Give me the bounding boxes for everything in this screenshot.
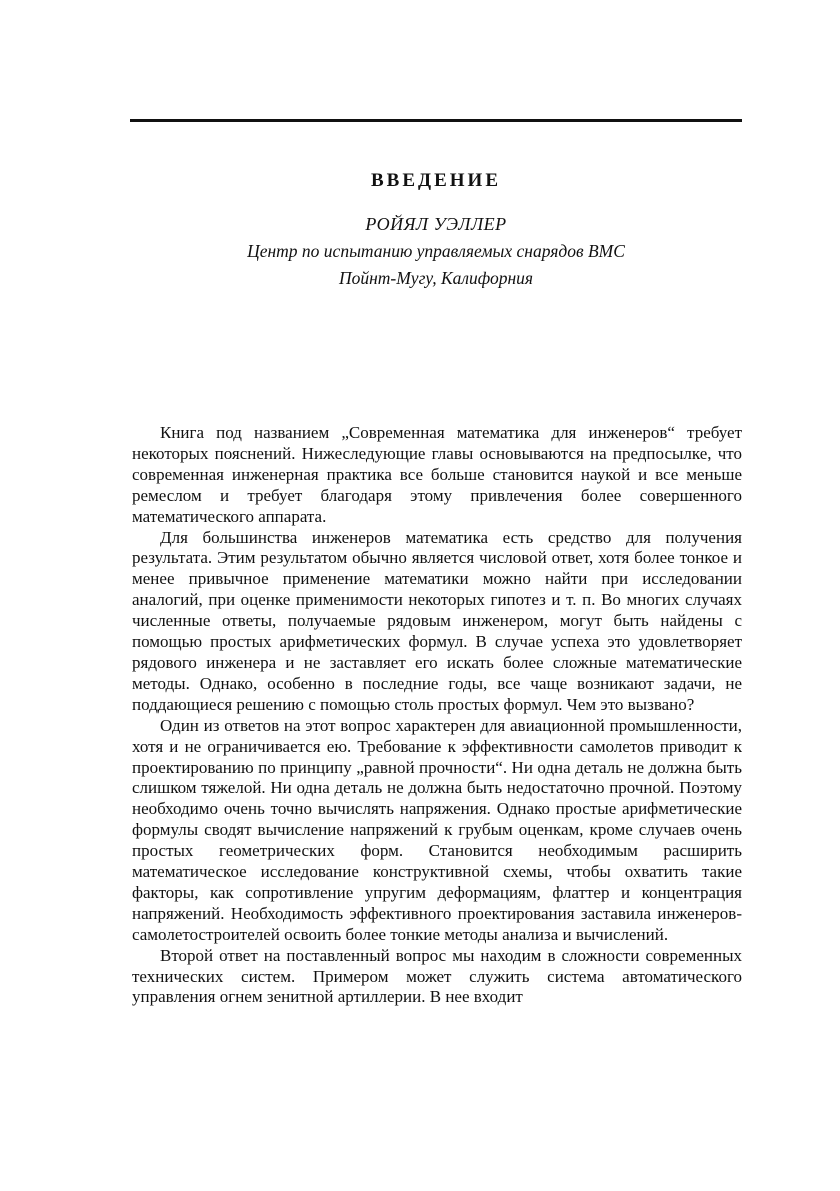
paragraph: Один из ответов на этот вопрос характерен для авиационной промышленности, хотя и не ограничивается ею. Требование к эффективности самолетов приводит к проектированию по принципу „равной прочности“. Ни одна деталь не должна быть слишком тяжелой. Ни одна деталь не должна быть недостаточно прочной. Поэтому необходимо очень точно вычислять напряжения. Однако простые арифметические формулы сводят вычисление напряжений к грубым оценкам, кроме случаев очень простых геометрических форм. Становится необходимым расширить математическое исследование конструктивной схемы, чтобы охватить такие факторы, как сопротивление упругим деформациям, флаттер и концентрация напряжений. Необходимость эффективного проектирования заставила инженеров-самолетостроителей освоить более тонкие методы анализа и вычислений. [132,715,742,944]
chapter-heading [130,160,742,292]
chapter-title: ВВЕДЕНИЕ [371,170,501,191]
body-text [132,423,742,1008]
header-rule [130,119,742,122]
affiliation-line-2: Пойнт-Мугу, Калифорния [338,268,534,288]
affiliation-line-1: Центр по испытанию управляемых снарядов ВМС [247,241,625,261]
paragraph: Второй ответ на поставленный вопрос мы находим в сложности современных технических систем. Примером может служить система автоматического управления огнем зенитной артиллерии. В нее входит [132,945,742,1007]
paragraph: Книга под названием „Современная математика для инженеров“ требует некоторых пояснений. Нижеследующие главы основываются на предпосылке, что современная инженерная практика все больше становится наукой и все меньше ремеслом и требует благодаря этому привлечения более совершенного математического аппарата. [132,423,742,526]
paragraph: Для большинства инженеров математика есть средство для получения результата. Этим результатом обычно является числовой ответ, хотя более тонкое и менее привычное применение математики можно найти при исследовании аналогий, при оценке применимости некоторых гипотез и т. п. Во многих случаях численные ответы, получаемые рядовым инженером, могут быть найдены с помощью простых арифметических формул. В случае успеха это удовлетворяет рядового инженера и не заставляет его искать более сложные математические методы. Однако, особенно в последние годы, все чаще возникают задачи, не поддающиеся решению с помощью столь простых формул. Чем это вызвано? [132,527,742,714]
author-name: РОЙЯЛ УЭЛЛЕР [365,214,507,234]
